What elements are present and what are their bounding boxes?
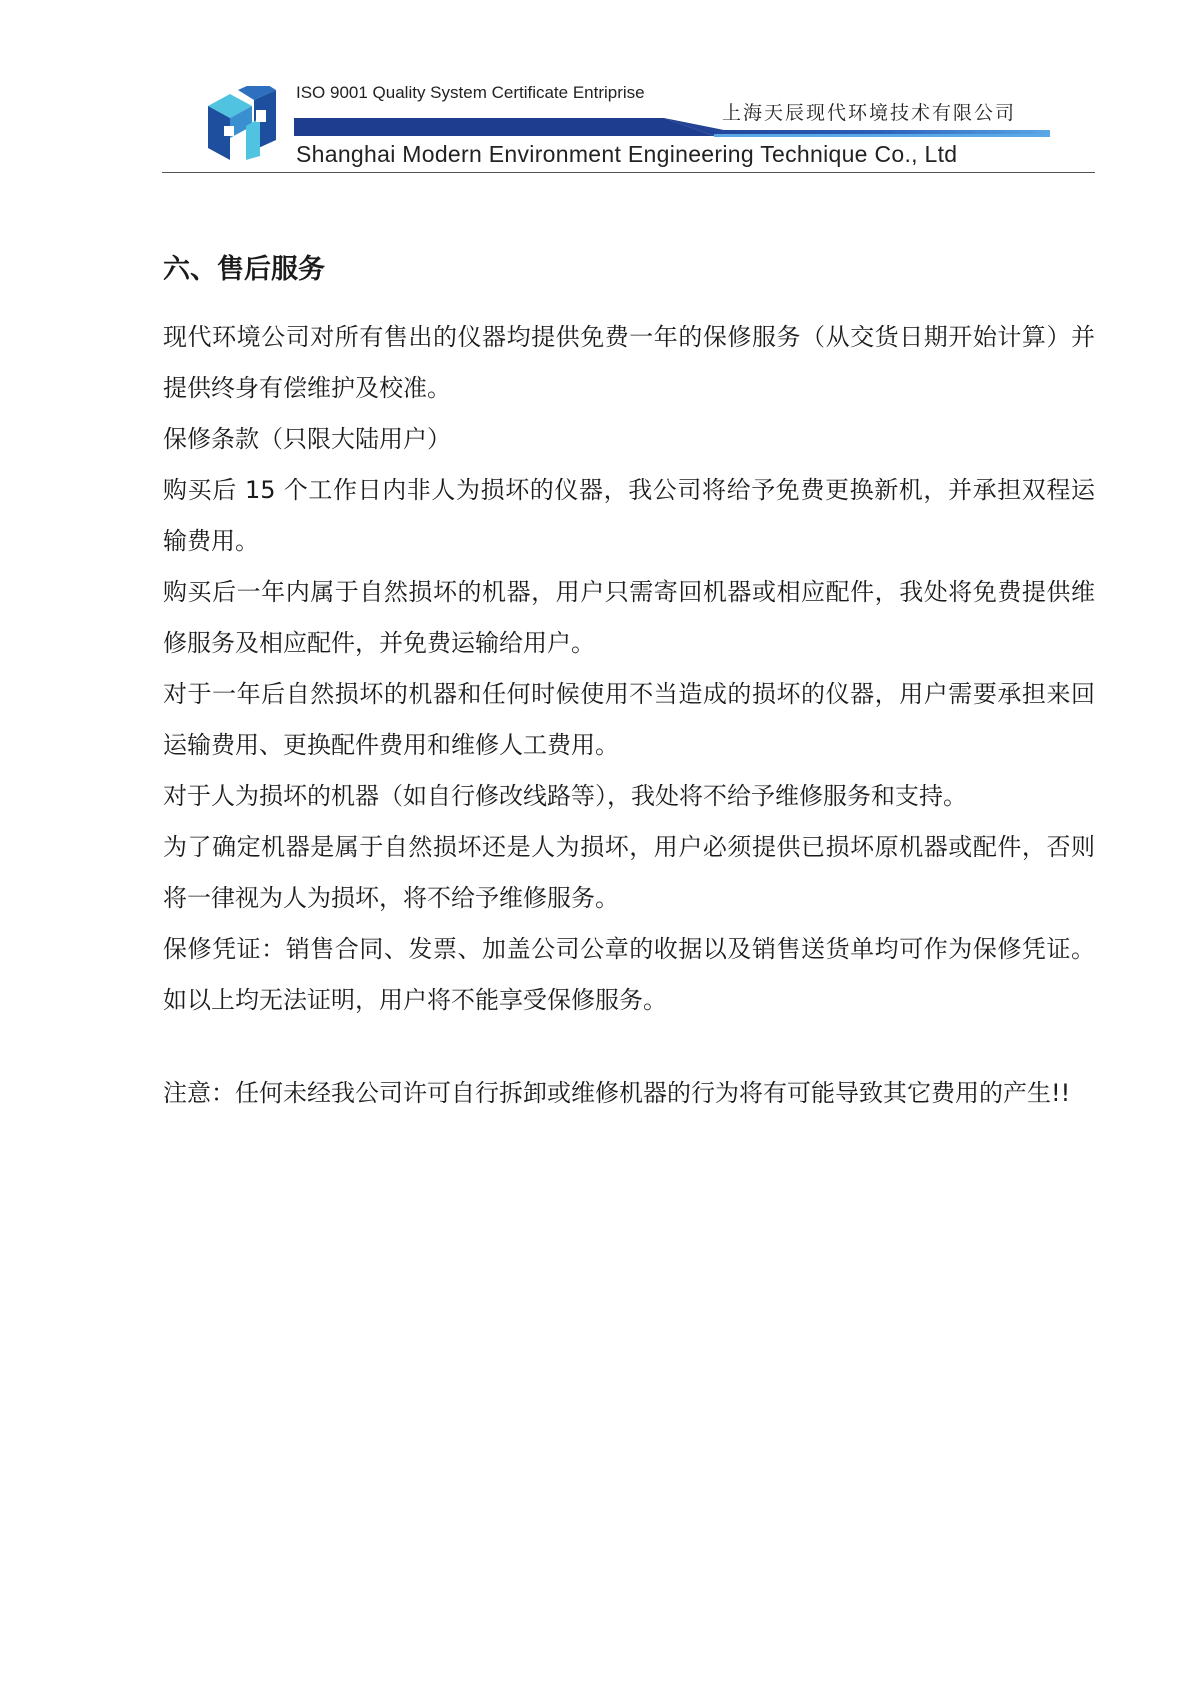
section-title: 六、售后服务 [163,254,325,285]
header-banner [294,112,1050,142]
paragraph-warranty-proof: 保修凭证：销售合同、发票、加盖公司公章的收据以及销售送货单均可作为保修凭证。如以上均无法证明，用户将不能享受保修服务。 [163,935,1095,1014]
paragraph-warranty-intro: 现代环境公司对所有售出的仪器均提供免费一年的保修服务（从交货日期开始计算）并提供终身有偿维护及校准。 [163,323,1095,402]
paragraph-15-day-replacement: 购买后 15 个工作日内非人为损坏的仪器，我公司将给予免费更换新机，并承担双程运输费用。 [163,476,1095,555]
document-body [163,248,1095,1119]
page-header [0,0,1200,180]
paragraph-warranty-terms-title: 保修条款（只限大陆用户） [163,425,451,453]
iso-certificate-line: ISO 9001 Quality System Certificate Entriprise [296,83,645,102]
company-name-en: Shanghai Modern Environment Engineering Technique Co., Ltd [296,141,958,167]
paragraph-one-year-repair: 购买后一年内属于自然损坏的机器，用户只需寄回机器或相应配件，我处将免费提供维修服务及相应配件，并免费运输给用户。 [163,578,1095,657]
paragraph-after-one-year: 对于一年后自然损坏的机器和任何时候使用不当造成的损坏的仪器，用户需要承担来回运输费用、更换配件费用和维修人工费用。 [163,680,1095,759]
paragraph-spacer [163,1026,1095,1068]
company-name-cn: 上海天辰现代环境技术有限公司 [722,102,1017,124]
paragraph-human-damage: 对于人为损坏的机器（如自行修改线路等），我处将不给予维修服务和支持。 [163,782,967,810]
header-divider [162,172,1095,173]
paragraph-note: 注意：任何未经我公司许可自行拆卸或维修机器的行为将有可能导致其它费用的产生!! [163,1079,1071,1107]
paragraph-damage-determination: 为了确定机器是属于自然损坏还是人为损坏，用户必须提供已损坏原机器或配件，否则将一律视为人为损坏，将不给予维修服务。 [163,833,1095,912]
company-logo-icon [208,86,276,160]
